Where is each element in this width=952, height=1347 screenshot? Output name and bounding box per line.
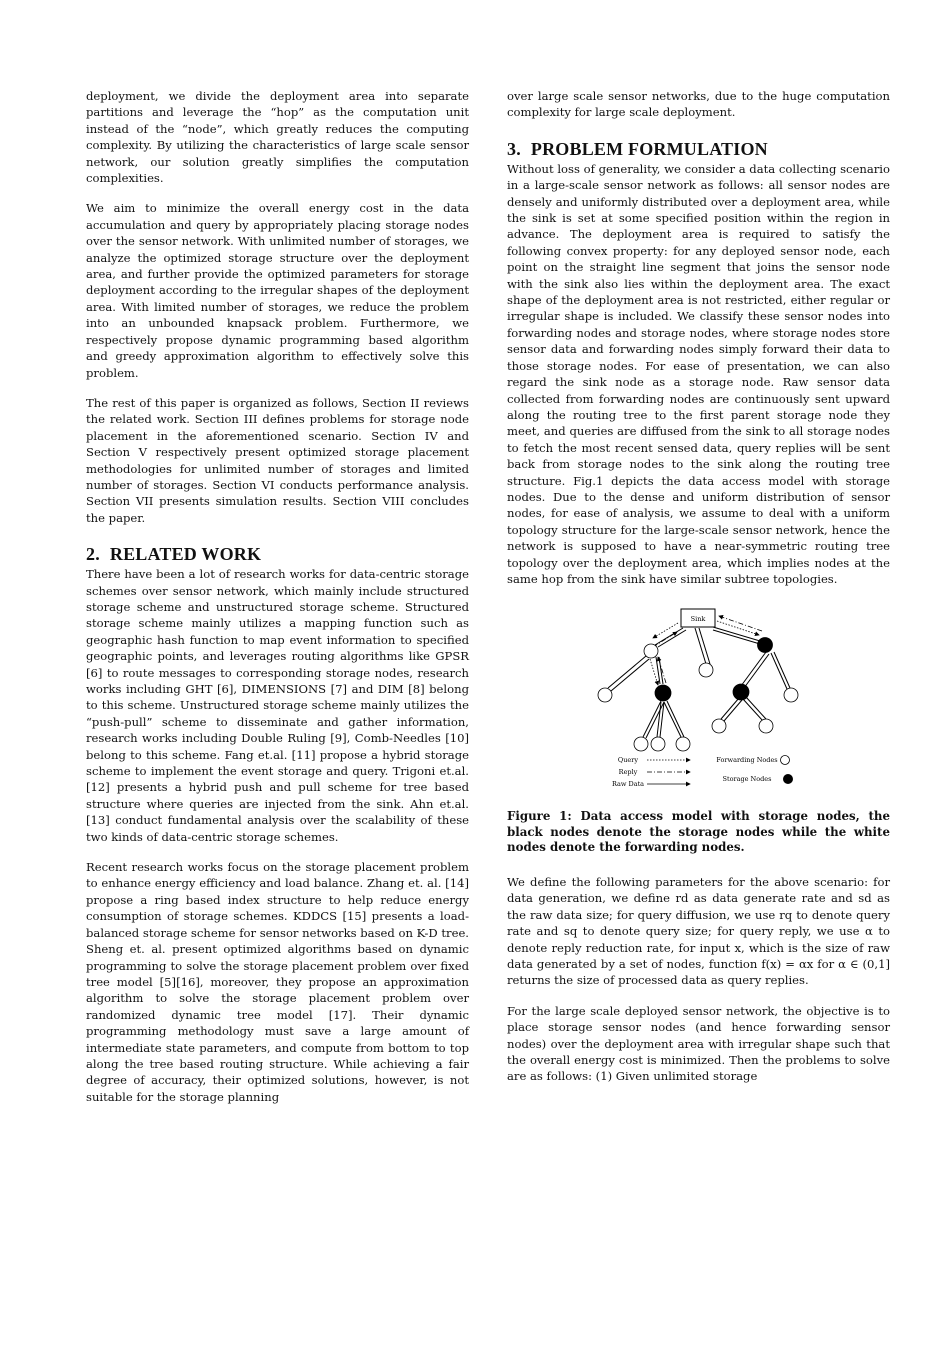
storage-node [733,684,749,700]
section-heading-problem-formulation [507,139,890,159]
legend-forwarding-icon [781,756,790,765]
legend-raw-label: Raw Data [611,780,645,789]
legend-storage-label: Storage Nodes [722,775,772,784]
section-title: RELATED WORK [109,544,262,565]
forwarding-node [644,644,658,658]
paragraph-aim: We aim to minimize the overall energy cost in the data accumulation and query by appropriately placing storage nodes over the sensor network. With unlimited number of storages, we analyze the optimized storage structure over the deployment area, and further provide the optimized parameters for storage deployment according to the irregular shapes of the deployment area. With limited number of storages, we reduce the problem into an unbounded knapsack problem. Furthermore, we respectively propose dynamic programming based algorithm and greedy approximation algorithm to effectively solve this problem. [86,201,469,380]
figure-legend [612,756,793,789]
forwarding-node [759,719,773,733]
paragraph-parameters: We define the following parameters for the above scenario: for data generation, we define rd as data generate rate and sd as the raw data size; for query diffusion, we use rq to denote query rate and sq to denote query size; for query reply, we use α to denote reply reduction rate, for input x, which is the size of raw data generated by a set of nodes, function f(x) = αx for α ∈ (0,1] returns the size of processed data as query replies. [507,874,890,988]
section-number: 3. [507,138,521,159]
legend-storage-icon [783,774,793,784]
figure-data-access-model [507,601,890,801]
legend-query-label: Query [617,756,639,765]
legend-reply-label: Reply [618,768,638,777]
paragraph-organization: The rest of this paper is organized as follows, Section II reviews the related work. Section III defines problems for storage node placement in the aforementioned scenario. Section IV and Section V respectively present optimized storage placement methodologies for unlimited number of storages and limited number of storages. Section VI conducts performance analysis. Section VII presents simulation results. Section VIII concludes the paper. [86,395,469,525]
forwarding-node [651,737,665,751]
storage-node [758,638,773,653]
section-number: 2. [86,544,100,565]
storage-node [655,685,671,701]
section-title: PROBLEM FORMULATION [530,138,768,159]
left-column [86,88,469,1105]
forwarding-node [676,737,690,751]
sink-label: Sink [690,615,706,624]
forwarding-node [699,663,713,677]
forwarding-node [598,688,612,702]
tree-diagram [507,601,890,801]
forwarding-node [712,719,726,733]
forwarding-node [784,688,798,702]
paragraph-objective: For the large scale deployed sensor network, the objective is to place storage sensor nodes (and hence forwarding sensor nodes) over the deployment area with irregular shape such that the overall energy cost is minimized. Then the problems to solve are as follows: (1) Given unlimited storage [507,1003,890,1084]
paragraph-related-work-1: There have been a lot of research works for data-centric storage schemes over sensor network, which mainly include structured storage scheme and unstructured storage scheme. Structured storage scheme mainly utilizes a mapping function such as geographic hash function to map event information to specified geographic points, and leverages routing algorithms like GPSR [6] to route messages to corresponding storage nodes, research works including GHT [6], DIMENSIONS [7] and DIM [8] belong to this scheme. Unstructured storage scheme mainly utilizes the “push-pull” scheme to disseminate and gather information, research works including Double Ruling [9], Comb-Needles [10] belong to this scheme. Fang et.al. [11] propose a hybrid storage scheme to implement the event storage and query. Trigoni et.al. [12] presents a hybrid push and pull scheme for tree based structure where queries are injected from the sink. Ahn et.al. [13] conduct fundamental analysis over the scalability of these two kinds of data-centric storage schemes. [86,567,469,844]
paragraph-intro-end: deployment, we divide the deployment area into separate partitions and leverage the “hop” as the computation unit instead of the “node”, which greatly reduces the computing complexity. By utilizing the characteristics of large scale sensor network, our solution greatly simplifies the computation complexities. [86,89,469,186]
paragraph-scenario: Without loss of generality, we consider a data collecting scenario in a large-scale sensor network as follows: all sensor nodes are densely and uniformly distributed over a deployment area, while the sink is set at some specified position within the region in advance. The deployment area is required to satisfy the following convex property: for any deployed sensor node, each point on the straight line segment that joins the sensor node with the sink also lies within the deployment area. The exact shape of the deployment area is not restricted, either regular or irregular shape is included. We classify these sensor nodes into forwarding nodes and storage nodes, where storage nodes store sensor data and forwarding nodes simply forward their data to those storage nodes. For ease of presentation, we can also regard the sink node as a storage node. Raw sensor data collected from forwarding nodes are continuously sent upward along the routing tree to the first parent storage node they meet, and queries are diffused from the sink to all storage nodes to fetch the most recent sensed data, query replies will be sent back from storage nodes to the sink along the routing tree structure. Fig.1 depicts the data access model with storage nodes. Due to the dense and uniform distribution of sensor nodes, for ease of analysis, we assume to deal with a uniform topology structure for the large-scale sensor network, hence the network is supposed to have a near-symmetric routing tree topology over the deployment area, which implies nodes at the same hop from the sink have similar subtree topologies. [507,161,890,586]
figure-caption: Figure 1: Data access model with storage nodes, the black nodes denote the storage nodes while the white nodes denote the forwarding nodes. [507,809,890,855]
forwarding-node [634,737,648,751]
paragraph-continuation: over large scale sensor networks, due to the huge computation complexity for large scale deployment. [507,89,890,120]
section-heading-related-work [86,544,469,564]
right-column [507,88,890,1085]
paragraph-related-work-2: Recent research works focus on the storage placement problem to enhance energy efficiency and load balance. Zhang et. al. [14] propose a ring based index structure to help reduce energy consumption of storage schemes. KDDCS [15] presents a load-balanced storage scheme for sensor networks based on K-D tree. Sheng et. al. present optimized algorithms based on dynamic programming to solve the storage placement problem over fixed tree model [5][16], moreover, they propose an approximation algorithm to solve the storage placement problem over randomized dynamic tree model [17]. Their dynamic programming methodology must save a large amount of intermediate state parameters, and compute from bottom to top along the tree based routing structure. While achieving a fair degree of accuracy, their optimized solutions, however, is not suitable for the storage planning [86,860,469,1104]
legend-forwarding-label: Forwarding Nodes [716,756,778,765]
